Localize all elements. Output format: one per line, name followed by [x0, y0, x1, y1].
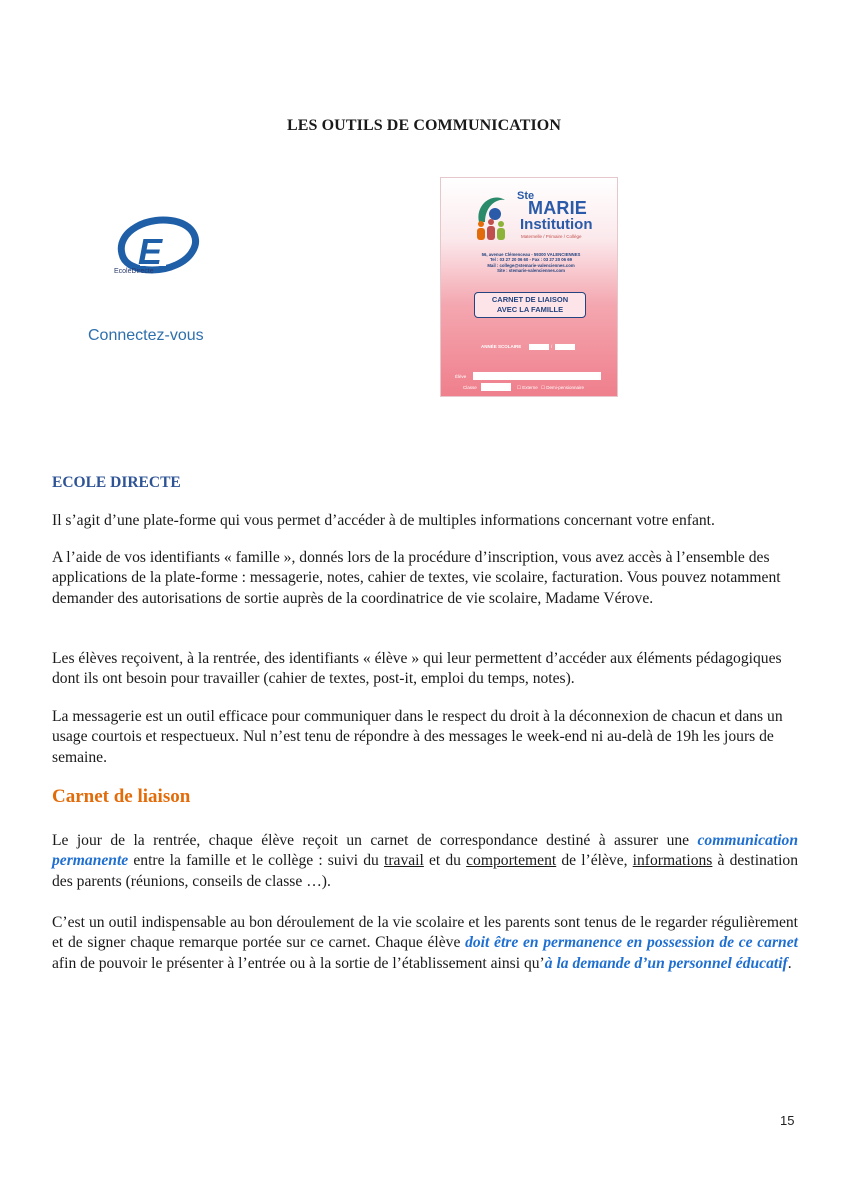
cover-annee-field-1 [529, 344, 549, 350]
cover-externe: ☐ Externe [517, 385, 538, 390]
highlight-demande: à la demande d’un personnel éducatif [544, 954, 788, 972]
underline-informations: informations [632, 852, 713, 870]
cover-annee-sep: / [551, 344, 553, 349]
cover-annee-field-2 [555, 344, 575, 350]
cover-eleve-label: Élève [455, 374, 467, 379]
underline-travail: travail [384, 852, 424, 870]
svg-text:E: E [138, 231, 163, 272]
page-title: LES OUTILS DE COMMUNICATION [287, 117, 561, 134]
cover-tagline: Maternelle / Primaire / Collège [521, 234, 582, 239]
cover-ste: Ste [517, 190, 535, 202]
cover-title-box: CARNET DE LIAISON AVEC LA FAMILLE [474, 292, 586, 318]
cover-address: 56, avenue Clémenceau - 59300 VALENCIENNES Tel : 03 27 20 06 60 - Fax : 03 27 20 06 69 Mail : college@stemarie-valenciennes.com Site : stemarie-valenciennes.com [481, 252, 581, 273]
cover-marie: MARIE [528, 198, 587, 218]
page-number: 15 [780, 1113, 795, 1128]
ecole-paragraph-2: A l’aide de vos identifiants « famille », donnés lors de la procédure d’inscription, vous avez accès à l’ensemble des applications de la plate-forme : messagerie, notes, cahier de textes, vie scolaire, facturation. Vous pouvez notamment demander des autorisations de sortie auprès de la coordinatrice de vie scolaire, Madame Vérove. [52, 549, 781, 607]
carnet-paragraph-2: C’est un outil indispensable au bon déroulement de la vie scolaire et les parents sont tenus de le regarder régulièrement et de signer chaque remarque portée sur ce carnet. Chaque élève doit être en permanence en possession de ce carnet afin de pouvoir le présenter à l’entrée ou à la sortie de l’établissement ainsi qu’à la demande d’un personnel éducatif. [52, 914, 798, 972]
ste-marie-logo-icon [473, 192, 515, 244]
highlight-possession: doit être en permanence en possession de ce carnet [465, 934, 798, 952]
cover-classe-label: Classe [463, 385, 477, 390]
cover-demi: ☐ Demi-pensionnaire [541, 385, 585, 390]
carnet-paragraph-1: Le jour de la rentrée, chaque élève reçoit un carnet de correspondance destiné à assurer une communication permanente entre la famille et le collège : suivi du travail et du comportement de l’élève, informations à destination des parents (réunions, conseils de classe …). [52, 832, 799, 890]
cover-eleve-field [473, 372, 601, 380]
ecole-paragraph-3: Les élèves reçoivent, à la rentrée, des identifiants « élève » qui leur permettent d’accéder aux éléments pédagogiques dont ils ont besoin pour travailler (cahier de textes, post-it, emploi du temps, notes). [52, 650, 782, 688]
ecole-directe-caption: EcoleDirecte [114, 268, 154, 275]
ecole-directe-heading: ECOLE DIRECTE [52, 474, 181, 491]
carnet-cover-image [440, 177, 618, 397]
ecole-paragraph-1: Il s’agit d’une plate-forme qui vous permet d’accéder à de multiples informations concernant votre enfant. [52, 512, 715, 529]
cover-institution: Institution [520, 216, 593, 233]
underline-comportement: comportement [466, 852, 557, 870]
ecole-paragraph-4: La messagerie est un outil efficace pour communiquer dans le respect du droit à la déconnexion de chacun et dans un usage courtois et respectueux. Nul n’est tenu de répondre à des messages le week-end ni au-delà de 19h les jours de semaine. [52, 708, 783, 766]
carnet-heading: Carnet de liaison [52, 786, 191, 807]
highlight-communication: communication permanente [52, 832, 798, 870]
cover-annee-label: ANNÉE SCOLAIRE [481, 344, 522, 349]
connect-label: Connectez-vous [88, 327, 204, 344]
cover-classe-field [481, 383, 511, 391]
